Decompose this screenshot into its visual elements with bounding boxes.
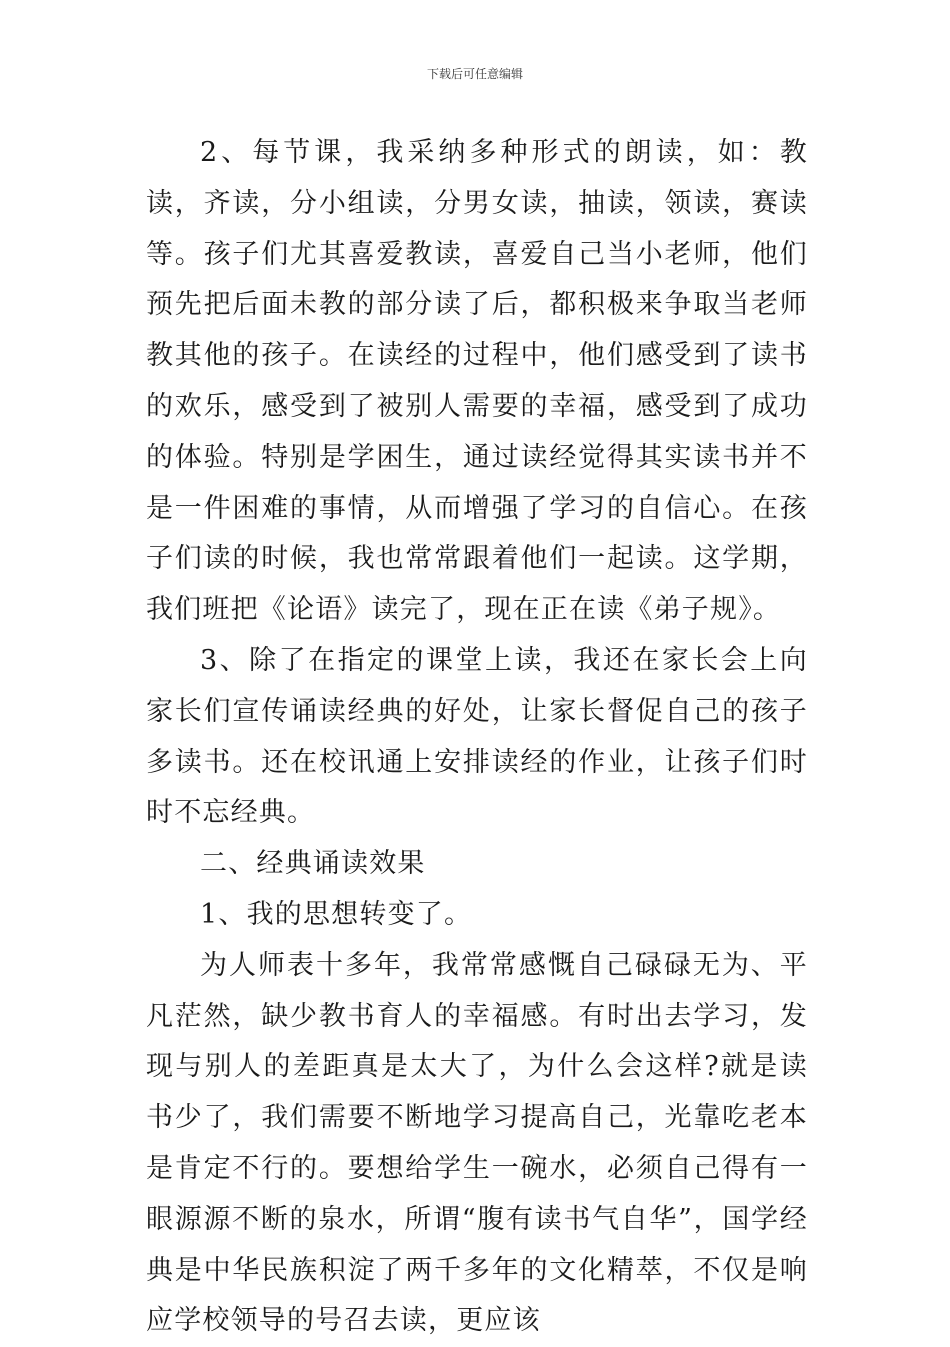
paragraph-reading-forms: 2、每节课，我采纳多种形式的朗读，如：教读，齐读，分小组读，分男女读，抽读，领读，赛读等。孩子们尤其喜爱教读，喜爱自己当小老师，他们预先把后面未教的部分读了后，都积极来争取当老师教其他的孩子。在读经的过程中，他们感受到了读书的欢乐，感受到了被别人需要的幸福，感受到了成功的体验。特别是学困生，通过读经觉得其实读书并不是一件困难的事情，从而增强了学习的自信心。在孩子们读的时候，我也常常跟着他们一起读。这学期，我们班把《论语》读完了，现在正在读《弟子规》。	[146, 137, 808, 626]
section-heading-effects: 二、经典诵读效果	[200, 848, 426, 880]
subheading-mindset-change: 1、我的思想转变了。	[200, 898, 473, 930]
paragraph-teacher-reflection: 为人师表十多年，我常常感慨自己碌碌无为、平凡茫然，缺少教书育人的幸福感。有时出去学习，发现与别人的差距真是太大了，为什么会这样?就是读书少了，我们需要不断地学习提高自己，光靠吃老本是肯定不行的。要想给学生一碗水，必须自己得有一眼源源不断的泉水，所谓“腹有读书气自华”，国学经典是中华民族积淀了两千多年的文化精萃，不仅是响应学校领导的号召去读，更应该	[146, 949, 808, 1337]
document-body	[146, 128, 808, 1347]
paragraph-parent-meeting: 3、除了在指定的课堂上读，我还在家长会上向家长们宣传诵读经典的好处，让家长督促自己的孩子多读书。还在校讯通上安排读经的作业，让孩子们时时不忘经典。	[146, 644, 808, 829]
page-header: 下载后可任意编辑	[426, 67, 523, 81]
